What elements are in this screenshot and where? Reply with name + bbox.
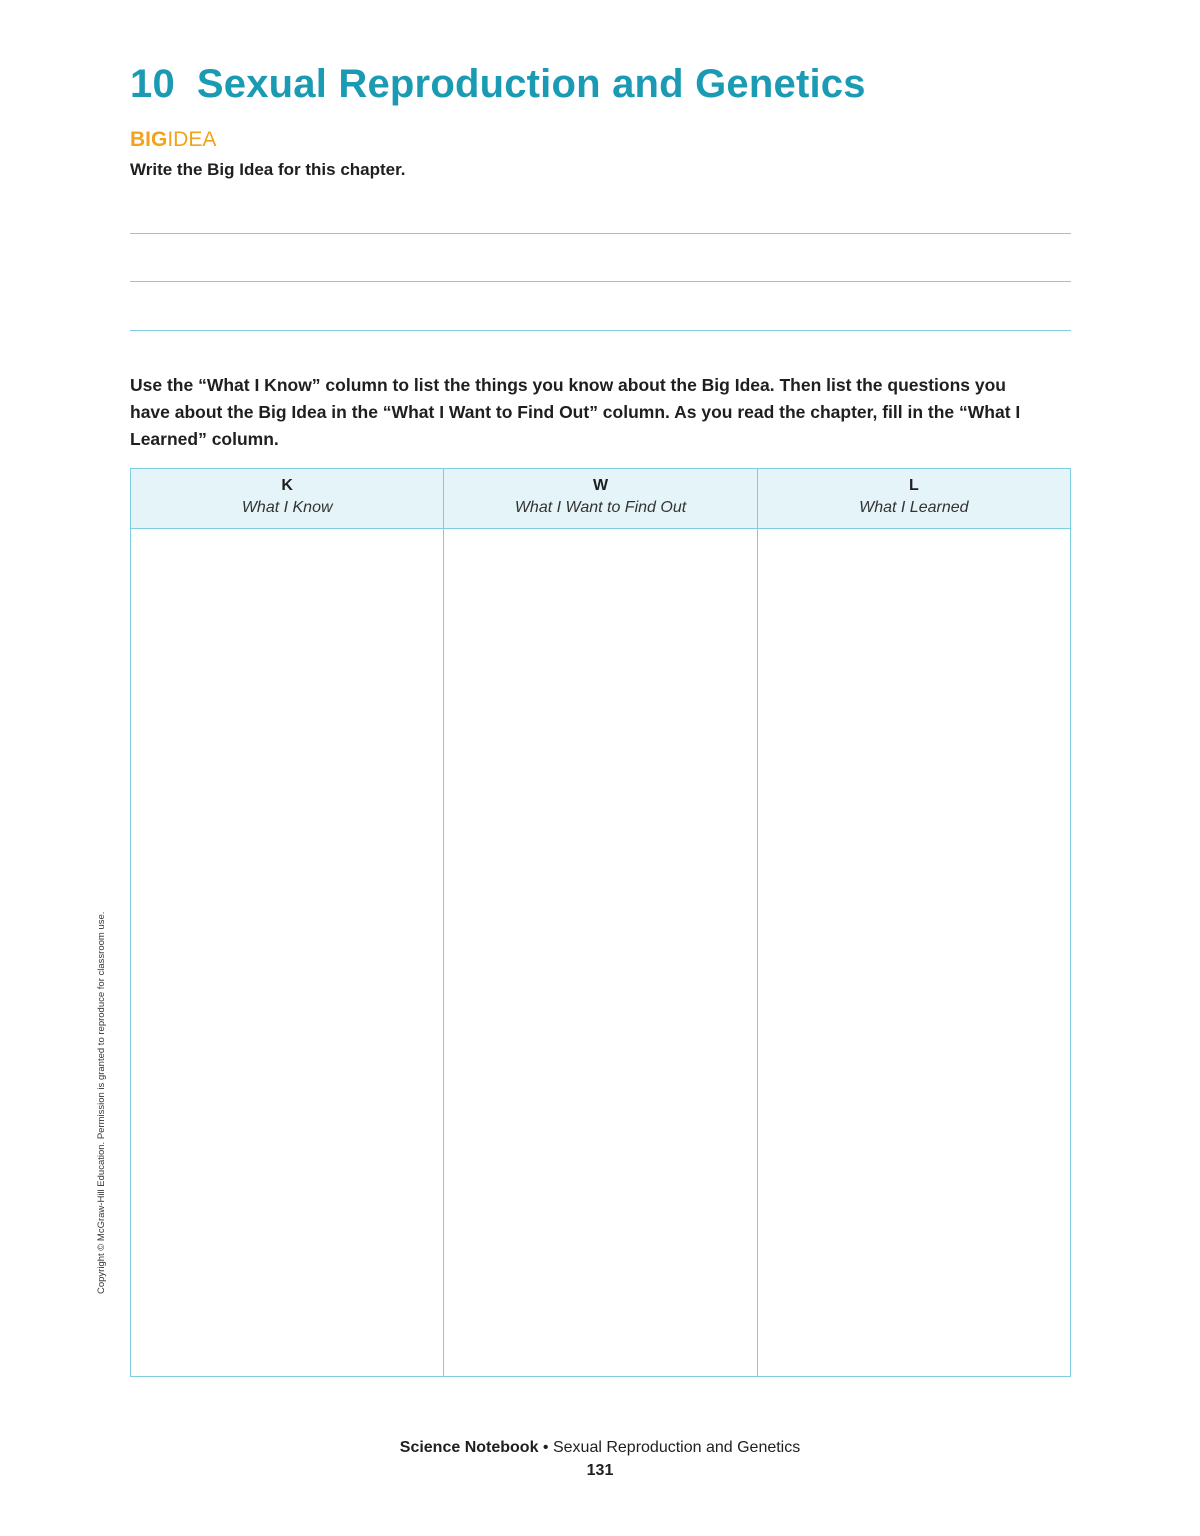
kwl-table <box>130 468 1071 1377</box>
footer-chapter: Sexual Reproduction and Genetics <box>552 1439 801 1456</box>
chapter-number: 10 <box>130 62 175 106</box>
kwl-label: What I Learned <box>859 499 969 516</box>
kwl-cell-want[interactable] <box>444 529 757 1377</box>
write-line[interactable] <box>130 281 1071 282</box>
footer-book-title: Science Notebook <box>399 1439 539 1456</box>
kwl-header-row <box>131 469 1071 529</box>
kwl-header-l <box>757 469 1070 529</box>
kwl-letter: W <box>592 477 609 494</box>
kwl-cell-learned[interactable] <box>757 529 1070 1377</box>
big-idea-prompt: Write the Big Idea for this chapter. <box>130 160 406 179</box>
chapter-title <box>130 62 866 107</box>
kwl-label: What I Know <box>241 499 333 516</box>
footer <box>0 1439 1200 1457</box>
footer-separator: • <box>538 1439 553 1456</box>
kwl-letter: K <box>281 477 293 494</box>
chapter-title-text: Sexual Reproduction and Genetics <box>196 62 866 106</box>
kwl-body-row <box>131 529 1071 1377</box>
kwl-header-w <box>444 469 757 529</box>
write-line[interactable] <box>130 330 1071 331</box>
big-idea-label-idea: IDEA <box>167 128 217 151</box>
instructions: Use the “What I Know” column to list the things you know about the Big Idea. Then list the questions you have about the Big Idea in the “What I Want to Find Out” column. As you read the chapter, fill in the “What I Learned” column. <box>130 375 1021 449</box>
kwl-letter: L <box>908 477 919 494</box>
write-line[interactable] <box>130 233 1071 234</box>
copyright-notice: Copyright © McGraw-Hill Education. Permission is granted to reproduce for classroom use. <box>96 911 107 1294</box>
kwl-header-k <box>131 469 444 529</box>
kwl-label: What I Want to Find Out <box>514 499 687 516</box>
big-idea-label-big: BIG <box>130 128 168 151</box>
page-number: 131 <box>586 1462 614 1479</box>
kwl-cell-know[interactable] <box>131 529 444 1377</box>
big-idea-label <box>130 128 216 152</box>
